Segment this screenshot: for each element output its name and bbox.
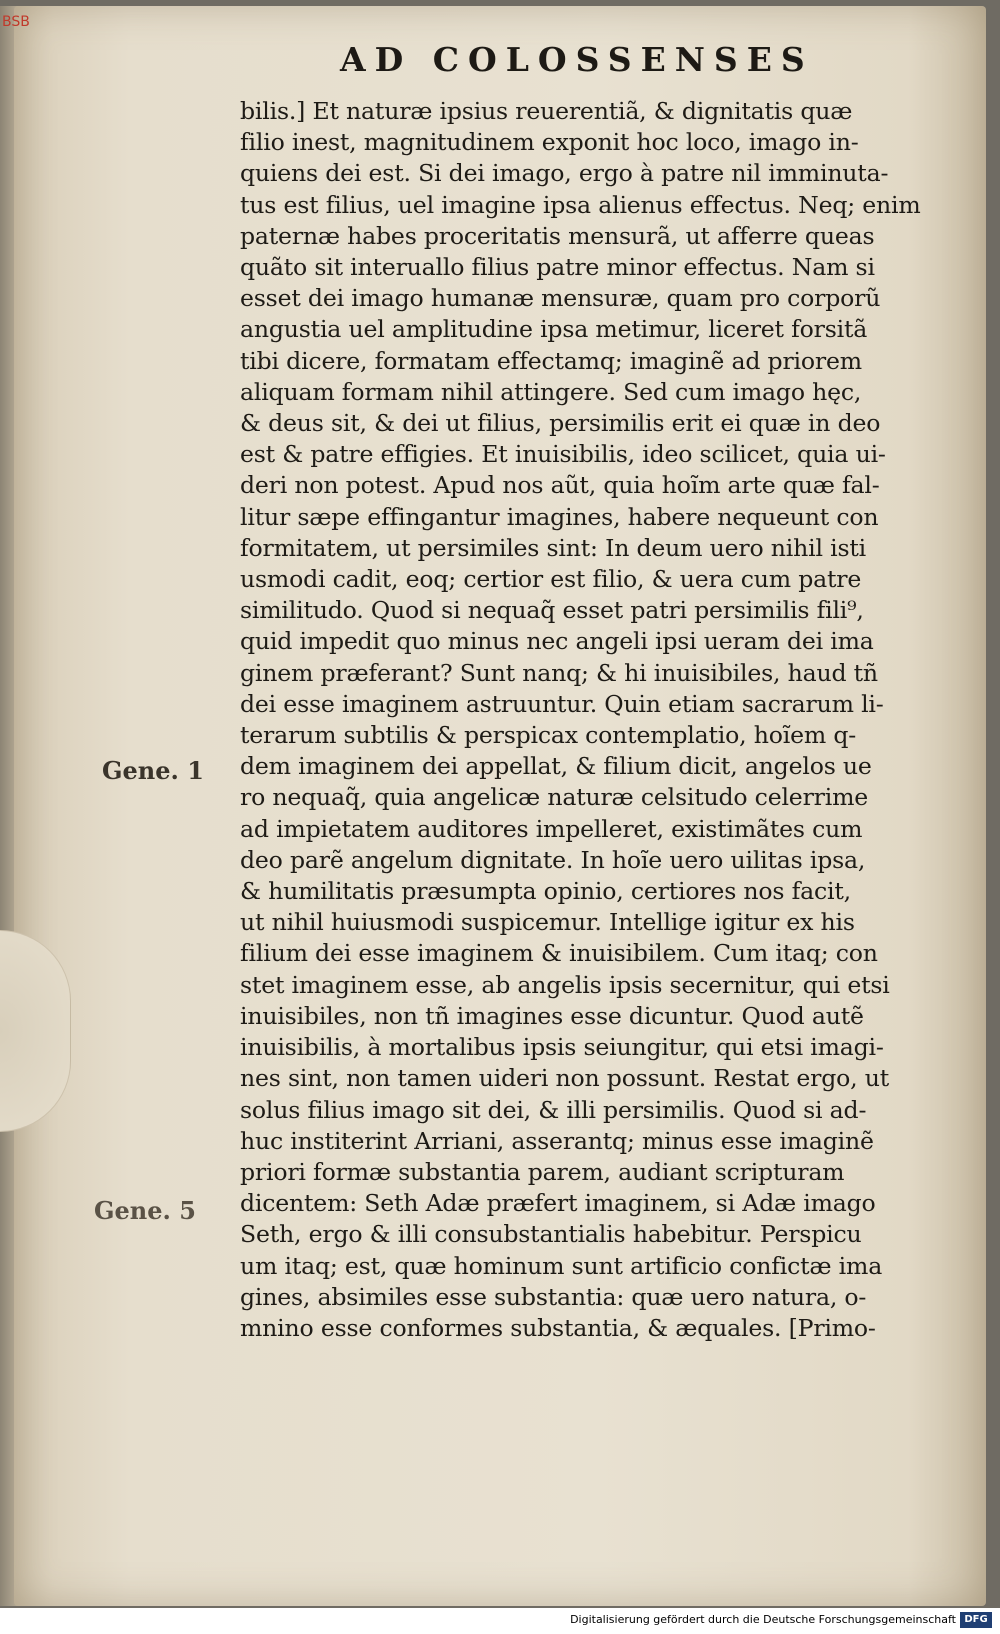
text-line: ut nihil huiusmodi suspicemur. Intellige igitur ex his	[240, 908, 855, 937]
text-line: huc institerint Arriani, asserantq; minus esse imaginẽ	[240, 1126, 874, 1155]
text-line: quãto sit interuallo filius patre minor effectus. Nam si	[240, 253, 875, 282]
text-line: ginem præferant? Sunt nanq; & hi inuisibiles, haud tñ	[240, 658, 878, 687]
marginal-note: Gene. 5	[94, 1196, 196, 1225]
text-line: dei esse imaginem astruuntur. Quin etiam sacrarum li-	[240, 689, 884, 718]
text-line: ad impietatem auditores impelleret, existimãtes cum	[240, 814, 863, 843]
text-line: um itaq; est, quæ hominum sunt artificio confictæ ima	[240, 1251, 883, 1280]
library-mark: BSB	[2, 14, 30, 30]
text-line: deo parẽ angelum dignitate. In hoĩe uero uilitas ipsa,	[240, 845, 866, 874]
text-line: tus est filius, uel imagine ipsa alienus effectus. Neq; enim	[240, 190, 921, 219]
text-line: deri non potest. Apud nos aũt, quia hoĩm arte quæ fal-	[240, 471, 880, 500]
text-line: priori formæ substantia parem, audiant scripturam	[240, 1157, 845, 1186]
text-line: formitatem, ut persimiles sint: In deum uero nihil isti	[240, 533, 866, 562]
text-line: bilis.] Et naturæ ipsius reuerentiã, & dignitatis quæ	[240, 97, 853, 125]
text-line: & humilitatis præsumpta opinio, certiores nos facit,	[240, 877, 851, 906]
text-line: nes sint, non tamen uideri non possunt. Restat ergo, ut	[240, 1064, 889, 1093]
text-line: inuisibilis, à mortalibus ipsis seiungitur, qui etsi imagi-	[240, 1033, 884, 1062]
footer-credit: Digitalisierung gefördert durch die Deutsche Forschungsgemeinschaft	[570, 1613, 956, 1626]
text-line: gines, absimiles esse substantia: quæ uero natura, o-	[240, 1282, 867, 1311]
text-line: quid impedit quo minus nec angeli ipsi ueram dei ima	[240, 627, 874, 656]
text-line: filium dei esse imaginem & inuisibilem. Cum itaq; con	[240, 939, 878, 968]
marginal-note: Gene. 1	[102, 756, 204, 785]
text-line: Seth, ergo & illi consubstantialis habebitur. Perspicu	[240, 1220, 862, 1249]
text-line: usmodi cadit, eoq; certior est filio, & uera cum patre	[240, 565, 862, 594]
text-line: filio inest, magnitudinem exponit hoc loco, imago in-	[240, 128, 859, 157]
text-line: dem imaginem dei appellat, & filium dicit, angelos ue	[240, 752, 872, 781]
text-line: esset dei imago humanæ mensuræ, quam pro corporũ	[240, 284, 881, 313]
dfg-logo-icon: DFG	[960, 1612, 992, 1628]
text-line: & deus sit, & dei ut filius, persimilis erit ei quæ in deo	[240, 409, 881, 438]
text-line: angustia uel amplitudine ipsa metimur, liceret forsitã	[240, 315, 868, 344]
text-line: ro nequaq̃, quia angelicæ naturæ celsitudo celerrime	[240, 783, 869, 812]
text-line: solus filius imago sit dei, & illi persimilis. Quod si ad-	[240, 1095, 867, 1124]
text-line: paternæ habes proceritatis mensurã, ut afferre queas	[240, 221, 875, 250]
text-line: tibi dicere, formatam effectamq; imaginẽ ad priorem	[240, 346, 862, 375]
text-line: est & patre effigies. Et inuisibilis, ideo scilicet, quia ui-	[240, 440, 886, 469]
running-head: AD COLOSSENSES	[340, 40, 814, 79]
text-line: mnino esse conformes substantia, & æquales. [Primo-	[240, 1313, 876, 1342]
text-line: inuisibiles, non tñ imagines esse dicuntur. Quod autẽ	[240, 1001, 864, 1030]
text-line: stet imaginem esse, ab angelis ipsis secernitur, qui etsi	[240, 970, 890, 999]
text-line: aliquam formam nihil attingere. Sed cum imago hęc,	[240, 377, 862, 406]
text-line: similitudo. Quod si nequaq̃ esset patri persimilis fili⁹,	[240, 596, 864, 625]
text-line: terarum subtilis & perspicax contemplatio, hoĩem q-	[240, 721, 856, 750]
text-line: litur sæpe effingantur imagines, habere nequeunt con	[240, 502, 879, 531]
text-line: quiens dei est. Si dei imago, ergo à patre nil imminuta-	[240, 159, 889, 188]
text-line: dicentem: Seth Adæ præfert imaginem, si Adæ imago	[240, 1189, 876, 1218]
body-text	[240, 96, 940, 1344]
